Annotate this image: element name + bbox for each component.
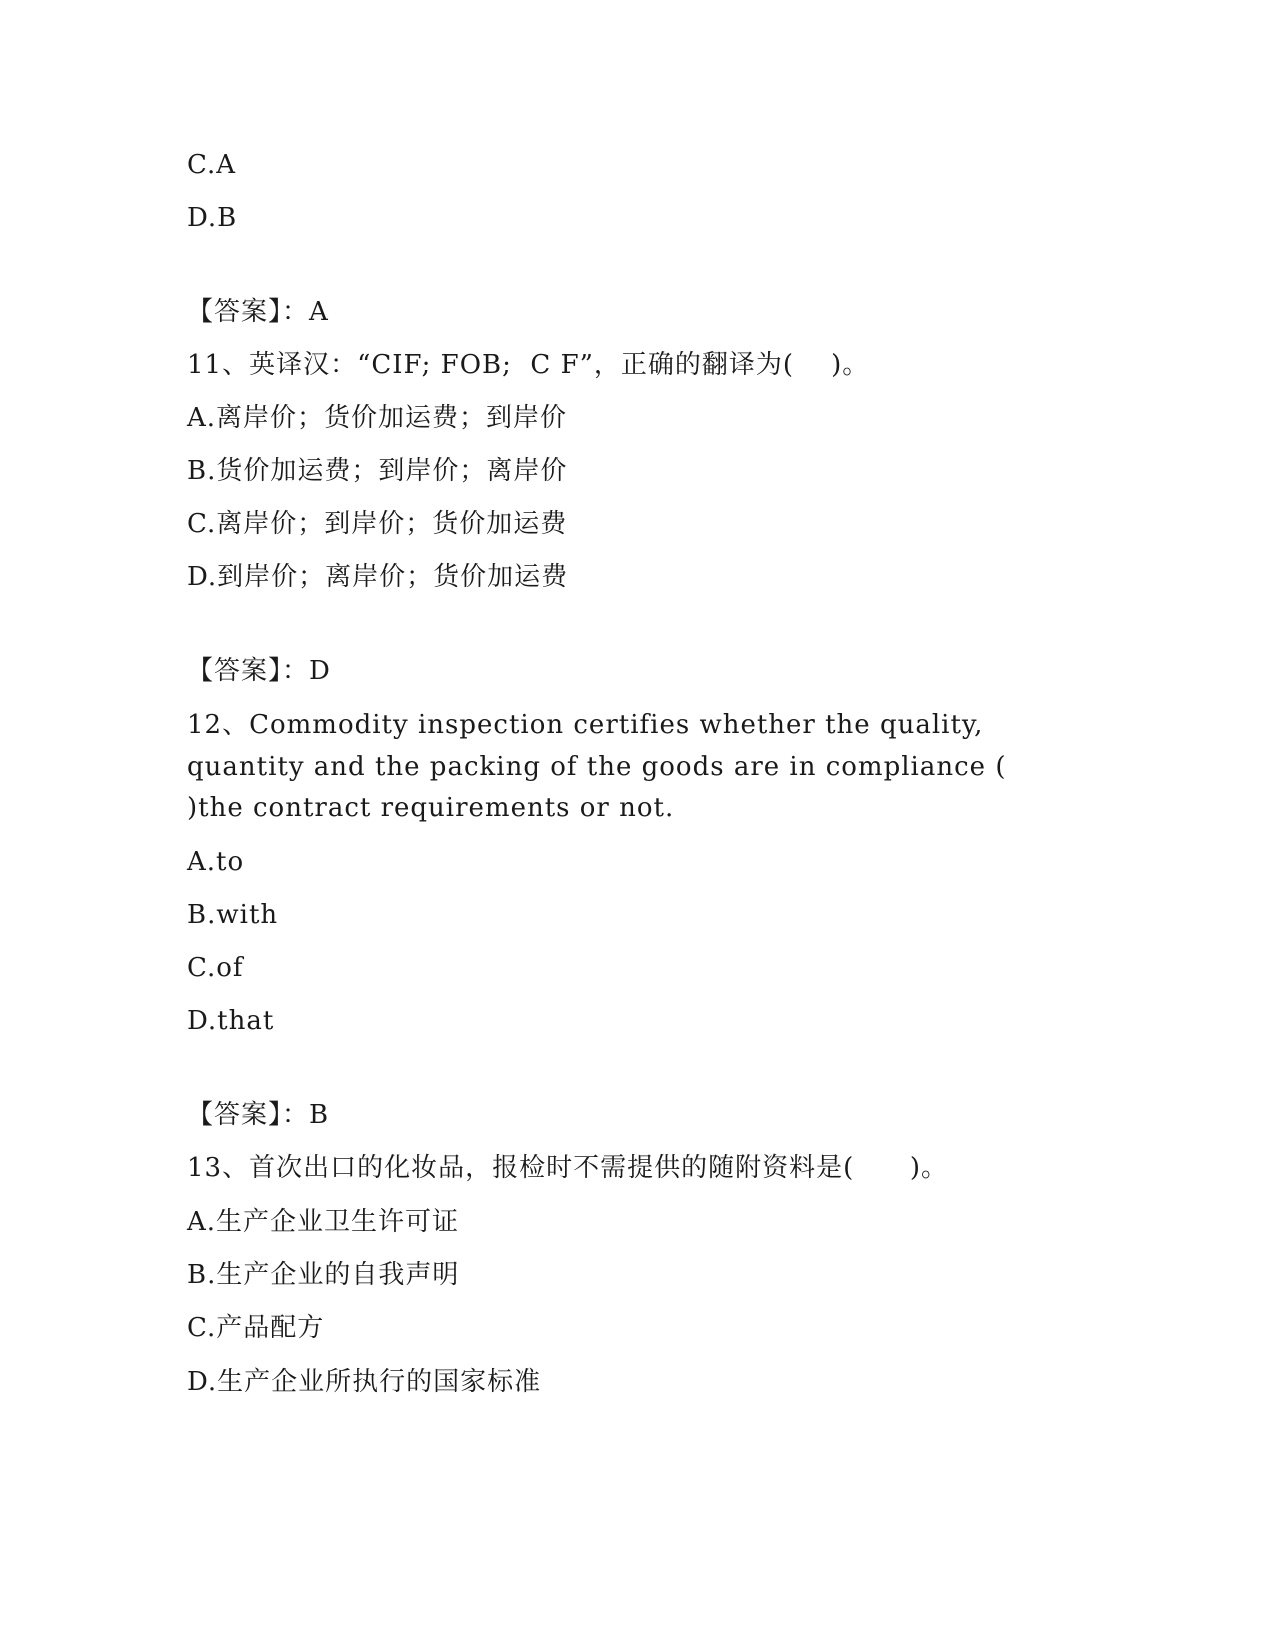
q11-option-c: C.离岸价；到岸价；货价加运费	[187, 509, 568, 539]
q12-stem-line-3: )the contract requirements or not.	[187, 793, 675, 823]
q13-option-c: C.产品配方	[187, 1313, 325, 1343]
q12-option-b: B.with	[187, 900, 279, 930]
q12-option-d: D.that	[187, 1006, 275, 1036]
prev-answer: 【答案】：A	[187, 297, 329, 327]
q12-answer: 【答案】：B	[187, 1100, 330, 1130]
q12-stem-line-2: quantity and the packing of the goods are in compliance (	[187, 752, 1007, 782]
q11-answer: 【答案】：D	[187, 656, 331, 686]
q13-option-b: B.生产企业的自我声明	[187, 1260, 460, 1290]
q12-stem-line-1: 12、Commodity inspection certifies whether the quality,	[187, 710, 984, 740]
prev-option-c: C.A	[187, 150, 237, 180]
q13-option-d: D.生产企业所执行的国家标准	[187, 1367, 542, 1397]
q11-option-a: A.离岸价；货价加运费；到岸价	[187, 403, 568, 433]
q12-option-a: A.to	[187, 847, 245, 877]
q13-stem: 13、首次出口的化妆品，报检时不需提供的随附资料是( )。	[187, 1153, 948, 1183]
q11-stem: 11、英译汉：“CIF; FOB; C F”，正确的翻译为( )。	[187, 350, 870, 380]
q12-option-c: C.of	[187, 953, 244, 983]
prev-option-d: D.B	[187, 203, 238, 233]
q11-option-d: D.到岸价；离岸价；货价加运费	[187, 562, 569, 592]
q13-option-a: A.生产企业卫生许可证	[187, 1207, 460, 1237]
q11-option-b: B.货价加运费；到岸价；离岸价	[187, 456, 568, 486]
